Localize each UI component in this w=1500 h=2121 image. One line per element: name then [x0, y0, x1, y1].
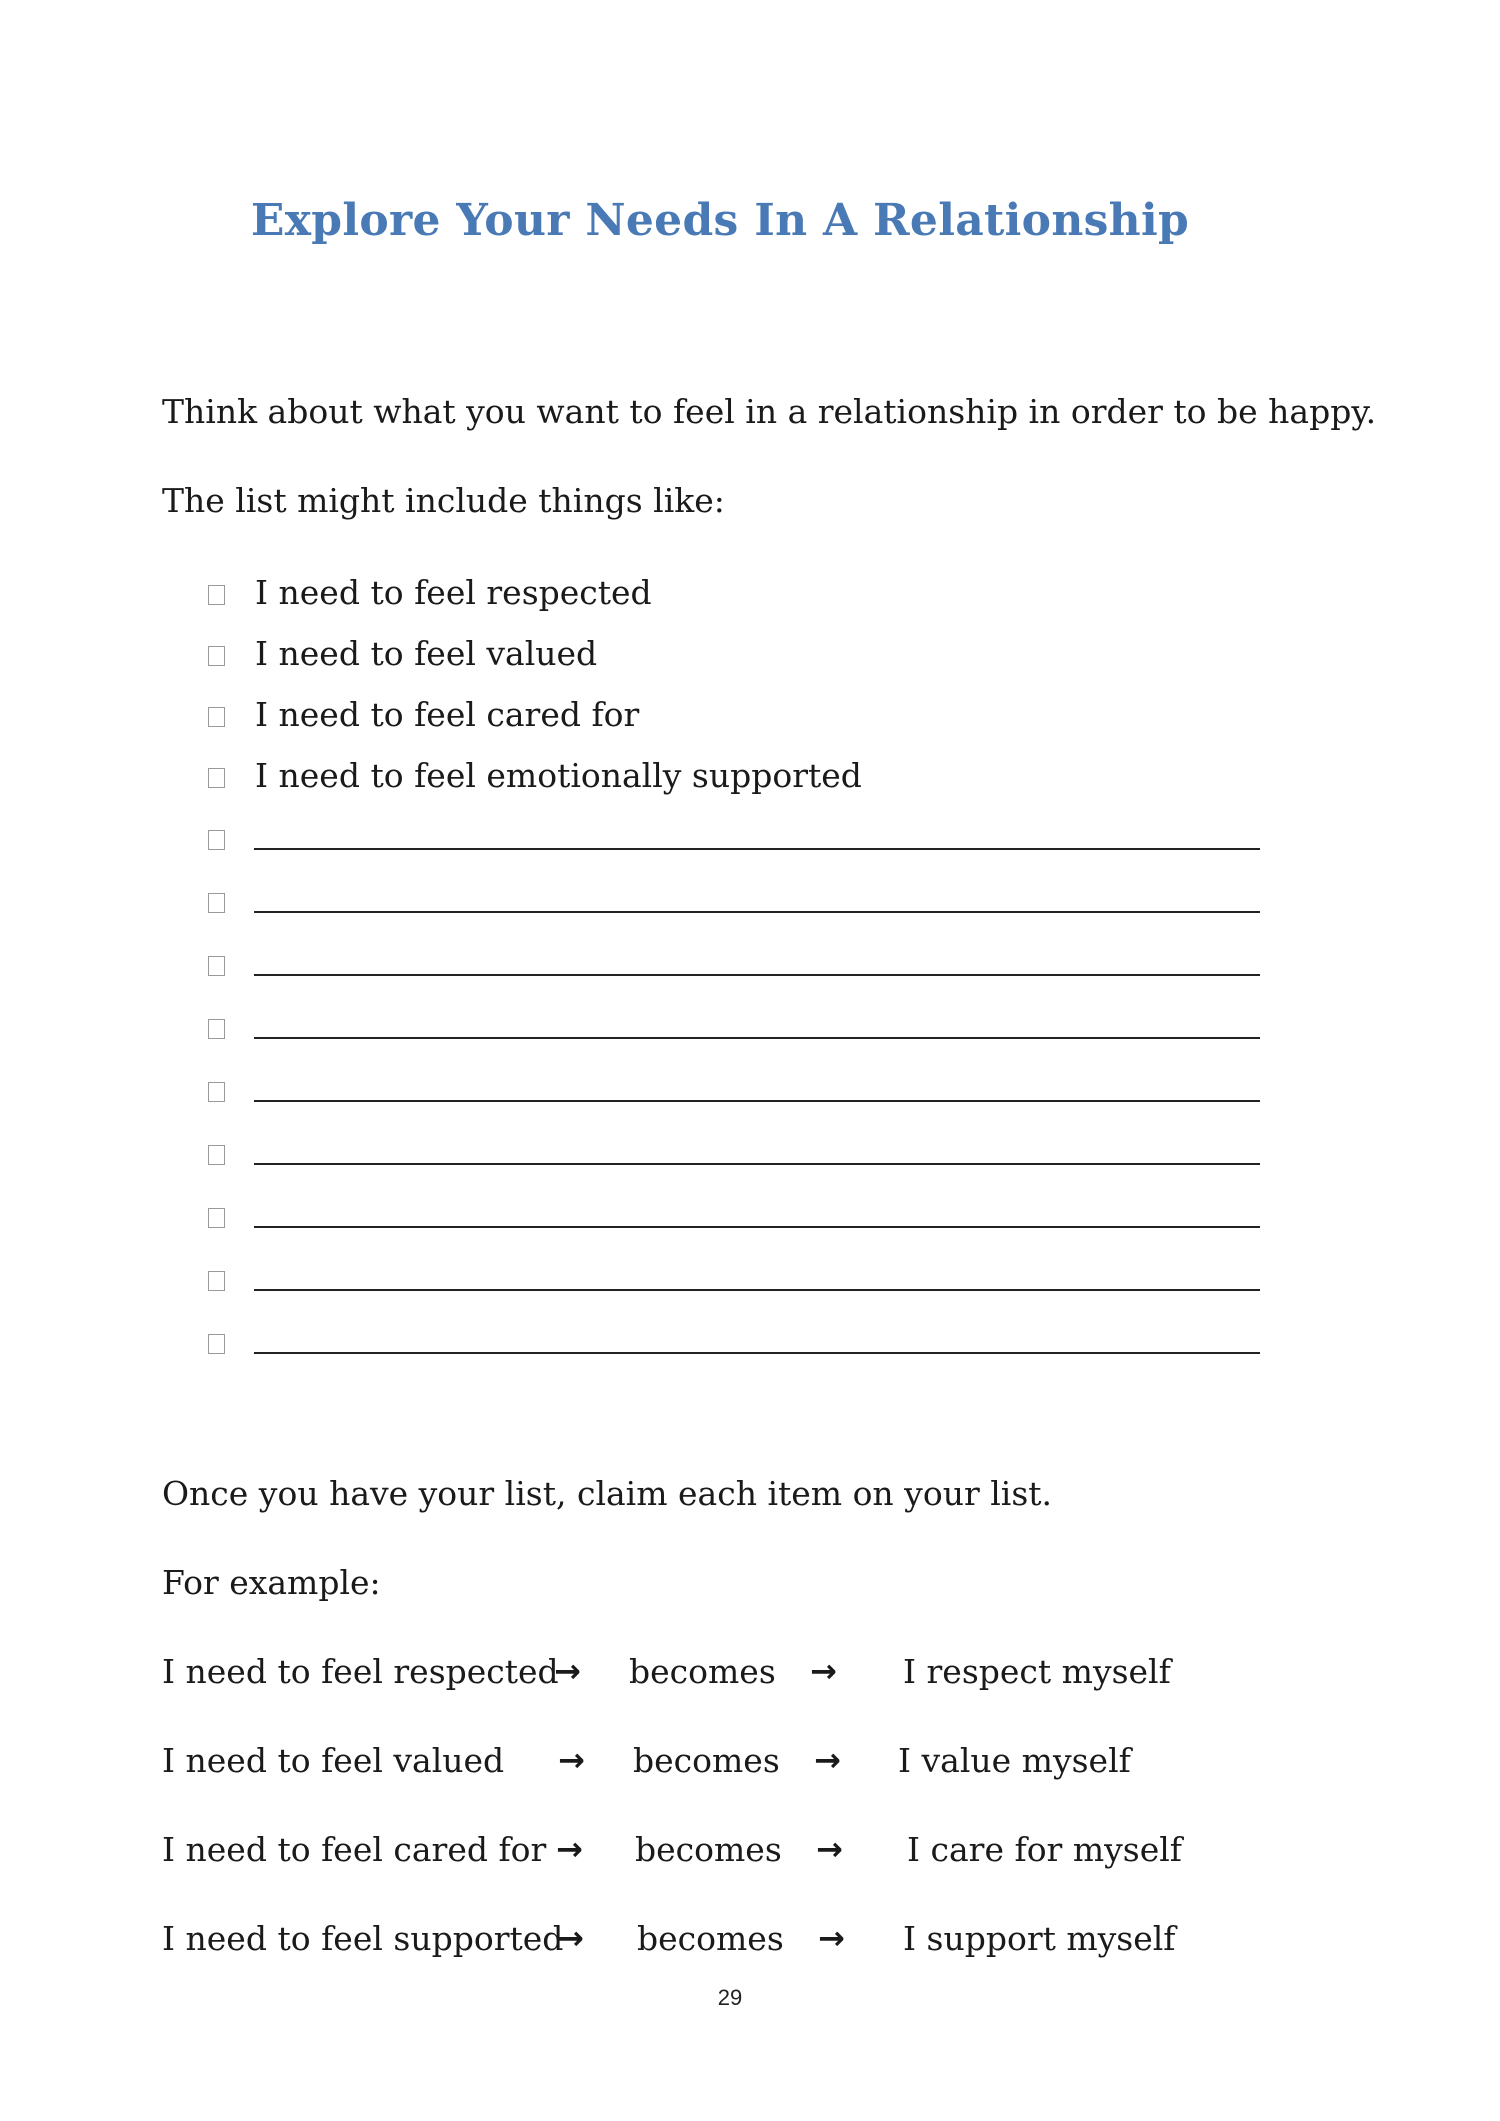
list-intro: The list might include things like: — [162, 481, 725, 520]
checklist-item-text: I need to feel cared for — [255, 695, 640, 734]
checkbox-icon[interactable] — [208, 1082, 225, 1102]
checklist-blank-item[interactable] — [208, 1322, 1268, 1362]
right-arrow-icon: → — [558, 1741, 585, 1779]
example-claim: I support myself — [903, 1919, 1176, 1958]
checkbox-icon[interactable] — [208, 707, 225, 727]
right-arrow-icon: → — [557, 1919, 584, 1957]
page-number: 29 — [717, 1985, 743, 2010]
checklist-blank-item[interactable] — [208, 1133, 1268, 1173]
example-need: I need to feel respected — [162, 1652, 559, 1691]
checkbox-icon[interactable] — [208, 1271, 225, 1291]
checkbox-icon[interactable] — [208, 1019, 225, 1039]
example-becomes: becomes — [635, 1830, 782, 1869]
example-claim: I care for myself — [907, 1830, 1182, 1869]
checklist-blank-item[interactable] — [208, 881, 1268, 921]
example-row — [0, 1652, 1500, 1696]
checklist-item[interactable] — [208, 634, 1268, 674]
checkbox-icon[interactable] — [208, 1334, 225, 1354]
checkbox-icon[interactable] — [208, 893, 225, 913]
checklist-item-text: I need to feel respected — [255, 573, 652, 612]
write-in-line[interactable] — [254, 848, 1260, 850]
write-in-line[interactable] — [254, 1226, 1260, 1228]
checklist-blank-item[interactable] — [208, 818, 1268, 858]
write-in-line[interactable] — [254, 1163, 1260, 1165]
example-need: I need to feel supported — [162, 1919, 564, 1958]
right-arrow-icon: → — [818, 1919, 845, 1957]
right-arrow-icon: → — [556, 1830, 583, 1868]
page-title: Explore Your Needs In A Relationship — [250, 195, 1190, 246]
checkbox-icon[interactable] — [208, 830, 225, 850]
right-arrow-icon: → — [816, 1830, 843, 1868]
write-in-line[interactable] — [254, 1100, 1260, 1102]
checklist-blank-item[interactable] — [208, 1259, 1268, 1299]
checklist-item[interactable] — [208, 573, 1268, 613]
checklist-blank-item[interactable] — [208, 944, 1268, 984]
write-in-line[interactable] — [254, 1289, 1260, 1291]
right-arrow-icon: → — [810, 1652, 837, 1690]
checkbox-icon[interactable] — [208, 1208, 225, 1228]
example-becomes: becomes — [633, 1741, 780, 1780]
example-need: I need to feel cared for — [162, 1830, 547, 1869]
write-in-line[interactable] — [254, 974, 1260, 976]
example-becomes: becomes — [629, 1652, 776, 1691]
checkbox-icon[interactable] — [208, 1145, 225, 1165]
checkbox-icon[interactable] — [208, 768, 225, 788]
example-claim: I value myself — [898, 1741, 1131, 1780]
right-arrow-icon: → — [814, 1741, 841, 1779]
checkbox-icon[interactable] — [208, 585, 225, 605]
checklist-item-text: I need to feel emotionally supported — [255, 756, 862, 795]
intro-paragraph: Think about what you want to feel in a relationship in order to be happy. — [162, 392, 1377, 431]
checklist-item[interactable] — [208, 756, 1268, 796]
checklist-blank-item[interactable] — [208, 1007, 1268, 1047]
example-claim: I respect myself — [903, 1652, 1171, 1691]
write-in-line[interactable] — [254, 911, 1260, 913]
checklist-blank-item[interactable] — [208, 1070, 1268, 1110]
example-row — [0, 1830, 1500, 1874]
example-row — [0, 1741, 1500, 1785]
example-need: I need to feel valued — [162, 1741, 505, 1780]
example-becomes: becomes — [637, 1919, 784, 1958]
right-arrow-icon: → — [554, 1652, 581, 1690]
checklist-item-text: I need to feel valued — [255, 634, 598, 673]
checklist-item[interactable] — [208, 695, 1268, 735]
checkbox-icon[interactable] — [208, 646, 225, 666]
checklist-blank-item[interactable] — [208, 1196, 1268, 1236]
write-in-line[interactable] — [254, 1037, 1260, 1039]
write-in-line[interactable] — [254, 1352, 1260, 1354]
checkbox-icon[interactable] — [208, 956, 225, 976]
example-intro: For example: — [162, 1563, 381, 1602]
example-row — [0, 1919, 1500, 1963]
claim-paragraph: Once you have your list, claim each item on your list. — [162, 1474, 1053, 1513]
